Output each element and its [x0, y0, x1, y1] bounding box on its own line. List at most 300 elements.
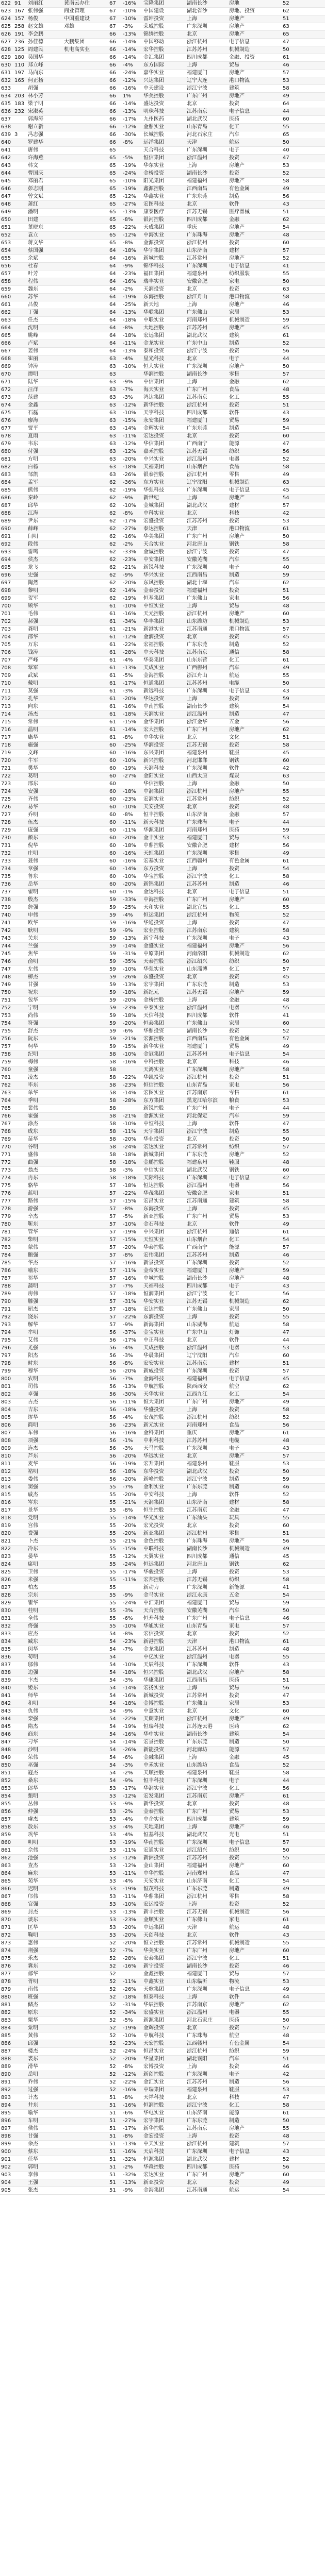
- wealth-cell: 60: [108, 842, 122, 850]
- age-cell: 44: [282, 355, 325, 363]
- location-cell: 广东珠海: [186, 2032, 228, 2040]
- wealth-cell: 66: [108, 85, 122, 93]
- group-cell: 金龙实业: [142, 340, 186, 348]
- industry-cell: 化工: [228, 124, 282, 131]
- location-cell: 江西赣州: [186, 858, 228, 866]
- table-row: [0, 1878, 325, 1886]
- name-cell: 廖海: [27, 417, 63, 425]
- company-cell: [63, 1368, 108, 1376]
- change-cell: -14%: [122, 425, 142, 433]
- table-row: [0, 1708, 325, 1716]
- table-row: [0, 1144, 325, 1151]
- table-row: [0, 309, 325, 317]
- company-cell: [63, 2079, 108, 2087]
- group-cell: 恒通集团: [142, 680, 186, 688]
- company-cell: [63, 672, 108, 680]
- location-cell: 广东深圳: [186, 1839, 228, 1847]
- prev-rank-cell: [13, 1360, 27, 1368]
- wealth-cell: 56: [108, 1376, 122, 1383]
- change-cell: -2%: [122, 1770, 142, 1777]
- prev-rank-cell: [13, 1646, 27, 1654]
- name-cell: 桑东: [27, 1777, 63, 1785]
- prev-rank-cell: 258: [13, 23, 27, 31]
- wealth-cell: 54: [108, 1754, 122, 1762]
- industry-cell: 投资: [228, 170, 282, 178]
- prev-rank-cell: [13, 1940, 27, 1947]
- location-cell: 广东深圳: [186, 23, 228, 31]
- change-cell: -19%: [122, 2025, 142, 2032]
- rank-cell: 891: [0, 2079, 13, 2087]
- change-cell: -14%: [122, 39, 142, 46]
- change-cell: -3%: [122, 688, 142, 696]
- group-cell: 东润投资: [142, 1314, 186, 1321]
- wealth-cell: 54: [108, 1777, 122, 1785]
- name-cell: 计杰: [27, 2094, 63, 2102]
- change-cell: -20%: [122, 835, 142, 842]
- group-cell: 九州医药: [142, 116, 186, 124]
- change-cell: -19%: [122, 1229, 142, 1236]
- prev-rank-cell: [13, 526, 27, 533]
- name-cell: 郁华: [27, 1971, 63, 1978]
- name-cell: 柴明: [27, 1236, 63, 1244]
- name-cell: 易华: [27, 804, 63, 811]
- wealth-cell: 54: [108, 1654, 122, 1662]
- name-cell: 冀东: [27, 1963, 63, 1971]
- name-cell: 乔伟: [27, 2079, 63, 2087]
- change-cell: -5%: [122, 2017, 142, 2025]
- group-cell: 宏宇集团: [142, 2117, 186, 2125]
- name-cell: 瞿华: [27, 1600, 63, 1607]
- prev-rank-cell: [13, 209, 27, 216]
- age-cell: 53: [282, 1569, 325, 1577]
- location-cell: 河南洛阳: [186, 951, 228, 958]
- name-cell: 商东: [27, 1731, 63, 1739]
- group-cell: 天马控股: [142, 1445, 186, 1453]
- wealth-cell: 65: [108, 232, 122, 240]
- industry-cell: 建材: [228, 842, 282, 850]
- group-cell: 恒润控股: [142, 2102, 186, 2110]
- table-row: [0, 363, 325, 371]
- change-cell: -24%: [122, 1561, 142, 1569]
- rank-cell: 868: [0, 1901, 13, 1909]
- age-cell: 54: [282, 1878, 325, 1886]
- wealth-cell: 59: [108, 904, 122, 912]
- name-cell: 伍杰: [27, 819, 63, 827]
- change-cell: -21%: [122, 1538, 142, 1546]
- table-row: [0, 1793, 325, 1801]
- group-cell: 华宝控股: [142, 873, 186, 881]
- company-cell: [63, 1059, 108, 1066]
- rank-cell: 726: [0, 804, 13, 811]
- industry-cell: 灯饰: [228, 1329, 282, 1337]
- table-row: [0, 1994, 325, 2002]
- industry-cell: 零售: [228, 1530, 282, 1538]
- rank-cell: 689: [0, 518, 13, 526]
- name-cell: 乔明: [27, 811, 63, 819]
- name-cell: 艾伟: [27, 1337, 63, 1345]
- wealth-cell: 58: [108, 1167, 122, 1175]
- change-cell: -30%: [122, 1391, 142, 1399]
- wealth-cell: 59: [108, 920, 122, 927]
- prev-rank-cell: [13, 1770, 27, 1777]
- industry-cell: 化工: [228, 1391, 282, 1399]
- wealth-cell: 54: [108, 1708, 122, 1716]
- location-cell: 江苏连云港: [186, 1723, 228, 1731]
- table-row: [0, 1453, 325, 1461]
- group-cell: 恒达控股: [142, 1182, 186, 1190]
- table-row: [0, 147, 325, 155]
- group-cell: 金汇实业: [142, 2079, 186, 2087]
- rank-cell: 733: [0, 858, 13, 866]
- name-cell: 石磊: [27, 410, 63, 417]
- table-row: [0, 572, 325, 580]
- company-cell: [63, 997, 108, 1005]
- wealth-cell: 64: [108, 340, 122, 348]
- industry-cell: 航运: [228, 672, 282, 680]
- table-row: [0, 325, 325, 332]
- age-cell: 62: [282, 1383, 325, 1391]
- age-cell: 47: [282, 1329, 325, 1337]
- prev-rank-cell: [13, 1592, 27, 1600]
- table-row: [0, 1824, 325, 1832]
- group-cell: 宏大控股: [142, 726, 186, 734]
- prev-rank-cell: [13, 1437, 27, 1445]
- company-cell: [63, 2048, 108, 2056]
- location-cell: 上海: [186, 1206, 228, 1213]
- wealth-cell: 65: [108, 193, 122, 201]
- rank-cell: 673: [0, 394, 13, 402]
- group-cell: 华旭实业: [142, 1623, 186, 1631]
- name-cell: 郑立峰: [27, 62, 63, 70]
- industry-cell: 房地产: [228, 31, 282, 39]
- name-cell: 严峰: [27, 657, 63, 665]
- wealth-cell: 55: [108, 1530, 122, 1538]
- company-cell: [63, 1422, 108, 1430]
- change-cell: [122, 1654, 142, 1662]
- company-cell: [63, 989, 108, 997]
- rank-cell: 760: [0, 1066, 13, 1074]
- age-cell: 49: [282, 1886, 325, 1893]
- age-cell: 51: [282, 1074, 325, 1082]
- table-row: [0, 100, 325, 108]
- table-row: [0, 1909, 325, 1917]
- location-cell: 广东东莞: [186, 193, 228, 201]
- industry-cell: 投资: [228, 1368, 282, 1376]
- prev-rank-cell: [13, 1909, 27, 1917]
- rank-cell: 665: [0, 332, 13, 340]
- company-cell: [63, 1909, 108, 1917]
- group-cell: 金桥控股: [142, 997, 186, 1005]
- industry-cell: 食品: [228, 386, 282, 394]
- age-cell: 54: [282, 1731, 325, 1739]
- wealth-cell: 62: [108, 495, 122, 502]
- industry-cell: 房地产: [228, 1824, 282, 1832]
- change-cell: -8%: [122, 2133, 142, 2141]
- table-row: [0, 1422, 325, 1430]
- wealth-cell: 54: [108, 1723, 122, 1731]
- prev-rank-cell: [13, 1368, 27, 1376]
- location-cell: 湖北十堰: [186, 580, 228, 587]
- industry-cell: 金融: [228, 997, 282, 1005]
- rank-cell: 754: [0, 1020, 13, 1028]
- name-cell: 章强: [27, 866, 63, 873]
- table-row: [0, 1121, 325, 1128]
- group-cell: 中兴实业: [142, 456, 186, 464]
- location-cell: 广东深圳: [186, 487, 228, 495]
- industry-cell: 投资: [228, 1801, 282, 1808]
- wealth-cell: 62: [108, 595, 122, 603]
- wealth-cell: 56: [108, 1461, 122, 1468]
- age-cell: 58: [282, 1066, 325, 1074]
- change-cell: -9%: [122, 1777, 142, 1785]
- group-cell: 新威投资: [142, 1368, 186, 1376]
- change-cell: -16%: [122, 1260, 142, 1267]
- age-cell: 50: [282, 958, 325, 966]
- company-cell: [63, 765, 108, 773]
- location-cell: 广东佛山: [186, 1917, 228, 1924]
- name-cell: 祝东: [27, 989, 63, 997]
- rank-cell: 865: [0, 1878, 13, 1886]
- group-cell: 新华实业: [142, 1043, 186, 1051]
- change-cell: -2%: [122, 1808, 142, 1816]
- change-cell: -11%: [122, 819, 142, 827]
- industry-cell: 贸易: [228, 603, 282, 611]
- location-cell: 福建福州: [186, 178, 228, 185]
- industry-cell: 贸易: [228, 1600, 282, 1607]
- rank-cell: 770: [0, 1144, 13, 1151]
- age-cell: 60: [282, 1947, 325, 1955]
- location-cell: 广东深圳: [186, 1777, 228, 1785]
- location-cell: 福建泉州: [186, 1770, 228, 1777]
- age-cell: 58: [282, 1577, 325, 1584]
- table-row: [0, 495, 325, 502]
- table-row: [0, 603, 325, 611]
- location-cell: 广东汕头: [186, 1515, 228, 1522]
- wealth-cell: 54: [108, 1677, 122, 1685]
- company-cell: [63, 309, 108, 317]
- location-cell: 浙江温州: [186, 456, 228, 464]
- rank-cell: 729: [0, 827, 13, 835]
- prev-rank-cell: [13, 634, 27, 641]
- prev-rank-cell: [13, 471, 27, 479]
- name-cell: 彭志刚: [27, 185, 63, 193]
- industry-cell: 软件: [228, 1662, 282, 1669]
- industry-cell: 家居: [228, 1020, 282, 1028]
- group-cell: 中城控股: [142, 1275, 186, 1283]
- name-cell: 俞明: [27, 958, 63, 966]
- prev-rank-cell: [13, 866, 27, 873]
- location-cell: 福建福州: [186, 1862, 228, 1870]
- company-cell: [63, 1244, 108, 1252]
- change-cell: -8%: [122, 1631, 142, 1638]
- location-cell: 四川成都: [186, 2164, 228, 2172]
- name-cell: 甘强: [27, 981, 63, 989]
- location-cell: 湖南长沙: [186, 0, 228, 8]
- change-cell: -22%: [122, 1074, 142, 1082]
- location-cell: 浙江杭州: [186, 1074, 228, 1082]
- table-row: [0, 379, 325, 386]
- group-cell: 新华控股: [142, 2125, 186, 2133]
- company-cell: [63, 502, 108, 510]
- name-cell: 邓丽君: [27, 178, 63, 185]
- group-cell: 中联科技: [142, 1546, 186, 1553]
- name-cell: 陶然: [27, 580, 63, 587]
- group-cell: 新锐科技: [142, 564, 186, 572]
- industry-cell: 房地产: [228, 1151, 282, 1159]
- change-cell: -24%: [122, 2048, 142, 2056]
- table-row: [0, 1855, 325, 1862]
- company-cell: [63, 518, 108, 526]
- company-cell: [63, 1012, 108, 1020]
- location-cell: 北京: [186, 1059, 228, 1066]
- table-row: [0, 881, 325, 889]
- table-row: [0, 1546, 325, 1553]
- rank-cell: 816: [0, 1499, 13, 1507]
- rank-cell: 712: [0, 696, 13, 703]
- table-row: [0, 247, 325, 255]
- industry-cell: 制造: [228, 340, 282, 348]
- rank-cell: 864: [0, 1870, 13, 1878]
- table-row: [0, 425, 325, 433]
- name-cell: 姜伟: [27, 348, 63, 355]
- name-cell: 贺军: [27, 595, 63, 603]
- location-cell: 山东潍坊: [186, 618, 228, 626]
- table-row: [0, 301, 325, 309]
- industry-cell: 投资: [228, 974, 282, 981]
- name-cell: 景华: [27, 1507, 63, 1515]
- change-cell: -11%: [122, 1893, 142, 1901]
- prev-rank-cell: [13, 966, 27, 974]
- group-cell: 宏安实业: [142, 1360, 186, 1368]
- table-row: [0, 1036, 325, 1043]
- location-cell: 江苏无锡: [186, 448, 228, 456]
- group-cell: 中天科技: [142, 649, 186, 657]
- wealth-cell: 62: [108, 526, 122, 533]
- rank-cell: 738: [0, 896, 13, 904]
- name-cell: 房伟: [27, 1291, 63, 1298]
- wealth-cell: 56: [108, 1437, 122, 1445]
- rank-cell: 826: [0, 1577, 13, 1584]
- location-cell: 广东深圳: [186, 1368, 228, 1376]
- location-cell: 福建厦门: [186, 835, 228, 842]
- change-cell: -18%: [122, 1159, 142, 1167]
- name-cell: 贾平: [27, 425, 63, 433]
- company-cell: 黄南云办住: [63, 0, 108, 8]
- industry-cell: 医药: [228, 1723, 282, 1731]
- wealth-cell: 61: [108, 649, 122, 657]
- location-cell: 四川成都: [186, 410, 228, 417]
- group-cell: 中联实业: [142, 317, 186, 325]
- industry-cell: 房地产: [228, 1453, 282, 1461]
- change-cell: -8%: [122, 811, 142, 819]
- change-cell: -13%: [122, 209, 142, 216]
- name-cell: 岳华: [27, 881, 63, 889]
- name-cell: 巫强: [27, 1762, 63, 1770]
- prev-rank-cell: [13, 580, 27, 587]
- age-cell: 59: [282, 417, 325, 425]
- location-cell: 江西九江: [186, 1391, 228, 1399]
- change-cell: -32%: [122, 2156, 142, 2164]
- industry-cell: 通信: [228, 649, 282, 657]
- table-row: [0, 665, 325, 672]
- table-row: [0, 981, 325, 989]
- table-row: [0, 162, 325, 170]
- company-cell: [63, 456, 108, 464]
- rank-cell: 748: [0, 974, 13, 981]
- industry-cell: 投资: [228, 433, 282, 440]
- change-cell: -16%: [122, 703, 142, 711]
- wealth-cell: 55: [108, 1499, 122, 1507]
- industry-cell: 贸易: [228, 1213, 282, 1221]
- age-cell: 57: [282, 1747, 325, 1754]
- wealth-cell: 64: [108, 301, 122, 309]
- name-cell: 郭海涛: [27, 116, 63, 124]
- wealth-cell: 58: [108, 1059, 122, 1066]
- age-cell: 45: [282, 634, 325, 641]
- age-cell: 58: [282, 464, 325, 471]
- prev-rank-cell: [13, 1847, 27, 1855]
- group-cell: 中泰实业: [142, 1005, 186, 1012]
- company-cell: [63, 858, 108, 866]
- age-cell: 43: [282, 688, 325, 696]
- table-row: [0, 781, 325, 788]
- group-cell: 天顺控股: [142, 1770, 186, 1777]
- prev-rank-cell: [13, 595, 27, 603]
- company-cell: [63, 155, 108, 162]
- group-cell: 宏信投资: [142, 1631, 186, 1638]
- rank-cell: 830: [0, 1607, 13, 1615]
- change-cell: -7%: [122, 1484, 142, 1492]
- table-row: [0, 270, 325, 278]
- name-cell: 麻东: [27, 1870, 63, 1878]
- table-row: [0, 935, 325, 943]
- company-cell: [63, 85, 108, 93]
- prev-rank-cell: [13, 665, 27, 672]
- change-cell: -10%: [122, 502, 142, 510]
- prev-rank-cell: [13, 294, 27, 301]
- prev-rank-cell: [13, 201, 27, 209]
- wealth-cell: 60: [108, 750, 122, 757]
- company-cell: [63, 170, 108, 178]
- table-row: [0, 1206, 325, 1213]
- age-cell: 65: [282, 131, 325, 139]
- company-cell: [63, 1151, 108, 1159]
- rank-cell: 812: [0, 1468, 13, 1476]
- wealth-cell: 51: [108, 2117, 122, 2125]
- table-row: [0, 1275, 325, 1283]
- age-cell: 53: [282, 1461, 325, 1468]
- name-cell: 边强: [27, 1669, 63, 1677]
- age-cell: 48: [282, 386, 325, 394]
- company-cell: [63, 471, 108, 479]
- group-cell: 金辉实业: [142, 425, 186, 433]
- prev-rank-cell: [13, 301, 27, 309]
- group-cell: 华润控股: [142, 371, 186, 379]
- change-cell: -18%: [122, 317, 142, 325]
- location-cell: 广东深圳: [186, 935, 228, 943]
- prev-rank-cell: [13, 912, 27, 920]
- group-cell: 金宝实业: [142, 1329, 186, 1337]
- name-cell: 饶东: [27, 1314, 63, 1321]
- change-cell: -25%: [122, 742, 142, 750]
- location-cell: 湖南长沙: [186, 1963, 228, 1971]
- rank-cell: 837: [0, 1662, 13, 1669]
- table-row: [0, 1043, 325, 1051]
- wealth-cell: 56: [108, 1399, 122, 1406]
- wealth-cell: 61: [108, 657, 122, 665]
- industry-cell: 金融: [228, 1754, 282, 1762]
- company-cell: [63, 580, 108, 587]
